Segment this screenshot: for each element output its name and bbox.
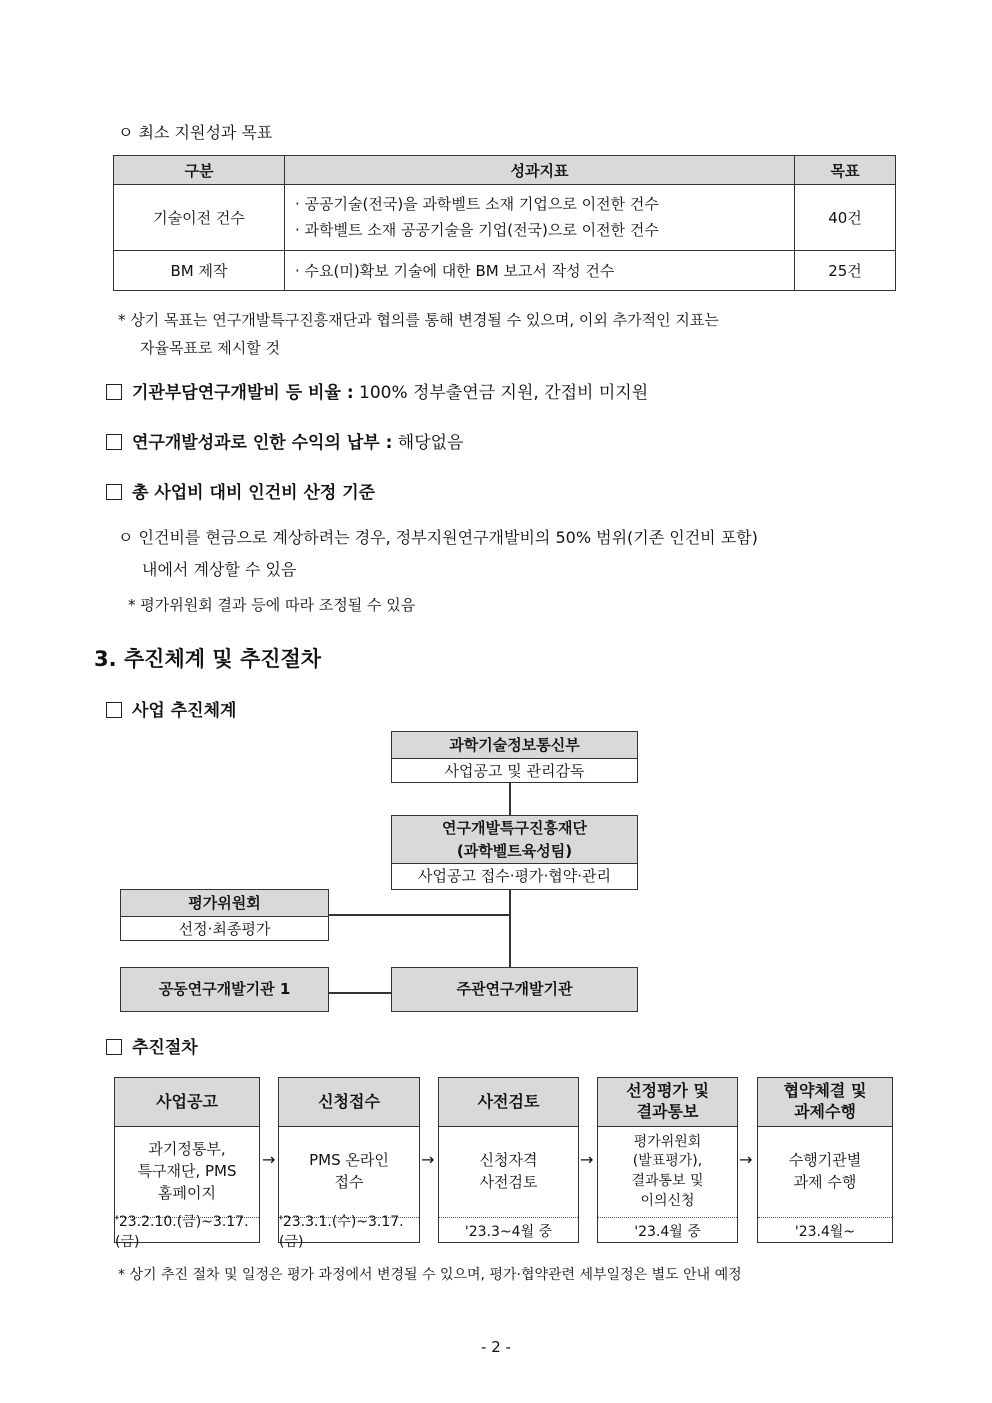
square-bullet-icon xyxy=(106,384,122,400)
org-heading-row xyxy=(106,696,236,721)
row-indicator: · 공공기술(전국)을 과학벨트 소재 기업으로 이전한 건수 xyxy=(295,195,659,213)
process-heading-row xyxy=(106,1033,198,1058)
item-revenue: 연구개발성과로 인한 수익의 납부 : 해당없음 xyxy=(106,428,463,453)
step-title: 사전검토 xyxy=(439,1078,578,1127)
org-committee-role: 선정·최종평가 xyxy=(178,920,271,938)
org-foundation-team: (과학벨트육성팀) xyxy=(456,842,573,860)
process-step-evaluation xyxy=(597,1077,738,1243)
org-ministry-title: 과학기술정보통신부 xyxy=(392,732,637,759)
square-bullet-icon xyxy=(106,434,122,450)
col-header-target: 목표 xyxy=(795,156,896,185)
row-indicator: · 과학벨트 소재 공공기술을 기업(전국)으로 이전한 건수 xyxy=(295,220,659,239)
org-committee-title: 평가위원회 xyxy=(121,890,328,917)
connector-line xyxy=(328,914,510,916)
square-bullet-icon xyxy=(106,702,122,718)
step-title: 사업공고 xyxy=(115,1078,259,1127)
row-target: 25건 xyxy=(795,251,896,291)
org-foundation-role: 사업공고 접수·평가·협약·관리 xyxy=(418,867,611,885)
process-heading: 추진절차 xyxy=(132,1038,198,1058)
step-title: 협약체결 및 과제수행 xyxy=(758,1078,892,1127)
org-foundation-title: 연구개발특구진흥재단 xyxy=(442,819,587,837)
page-number: - 2 - xyxy=(481,1338,511,1356)
step-title: 신청접수 xyxy=(279,1078,419,1127)
square-bullet-icon xyxy=(106,484,122,500)
step-date: '23.4월~ xyxy=(794,1223,856,1240)
row-target: 40건 xyxy=(795,185,896,251)
goal-heading: ㅇ 최소 지원성과 목표 xyxy=(118,123,273,142)
connector-line xyxy=(509,782,511,816)
arrow-right-icon: → xyxy=(421,1150,435,1169)
row-category: 기술이전 건수 xyxy=(114,185,285,251)
org-foundation xyxy=(391,815,638,890)
col-header-indicator: 성과지표 xyxy=(285,156,795,185)
row-category: BM 제작 xyxy=(114,251,285,291)
process-step-contract xyxy=(757,1077,893,1243)
arrow-right-icon: → xyxy=(262,1150,276,1169)
step-body: 과기정통부, 특구재단, PMS 홈페이지 xyxy=(115,1127,259,1218)
step-body: 신청자격 사전검토 xyxy=(439,1127,578,1218)
org-heading: 사업 추진체계 xyxy=(132,701,237,721)
labor-line1: ㅇ 인건비를 현금으로 계상하려는 경우, 정부지원연구개발비의 50% 범위(기존 인건비 포함) xyxy=(118,528,758,547)
process-step-review xyxy=(438,1077,579,1243)
step-date: '23.4월 중 xyxy=(634,1223,701,1240)
org-co-institution: 공동연구개발기관 1 xyxy=(120,967,329,1012)
org-ministry xyxy=(391,731,638,783)
step-title: 선정평가 및 결과통보 xyxy=(598,1078,737,1127)
item-labor-criteria: 총 사업비 대비 인건비 산정 기준 xyxy=(106,478,375,503)
goal-table xyxy=(113,155,896,291)
org-main-institution: 주관연구개발기관 xyxy=(391,967,638,1012)
connector-line xyxy=(509,889,511,967)
org-ministry-role: 사업공고 및 관리감독 xyxy=(444,762,585,780)
process-step-receipt xyxy=(278,1077,420,1250)
item-cost-ratio: 기관부담연구개발비 등 비율 : 100% 정부출연금 지원, 간접비 미지원 xyxy=(106,378,648,403)
labor-line2: 내에서 계상할 수 있음 xyxy=(142,560,297,579)
arrow-right-icon: → xyxy=(739,1150,753,1169)
step-body: 수행기관별 과제 수행 xyxy=(758,1127,892,1218)
labor-note: * 평가위원회 결과 등에 따라 조정될 수 있음 xyxy=(128,596,416,614)
step-date: '23.3.1.(수)~3.17.(금) xyxy=(279,1213,404,1250)
step-body: PMS 온라인 접수 xyxy=(279,1127,419,1218)
table-row xyxy=(114,251,896,291)
step-date: '23.3~4월 중 xyxy=(464,1223,553,1240)
goal-note-line1: * 상기 목표는 연구개발특구진흥재단과 협의를 통해 변경될 수 있으며, 이외 추가적인 지표는 xyxy=(118,311,719,329)
org-committee xyxy=(120,889,329,941)
step-date: '23.2.10.(금)~3.17.(금) xyxy=(115,1213,249,1250)
col-header-category: 구분 xyxy=(114,156,285,185)
section3-title: 3. 추진체계 및 추진절차 xyxy=(94,647,322,671)
step-body: 평가위원회 (발표평가), 결과통보 및 이의신청 xyxy=(598,1127,737,1218)
square-bullet-icon xyxy=(106,1039,122,1055)
goal-note-line2: 자율목표로 제시할 것 xyxy=(140,339,280,357)
process-step-announce xyxy=(114,1077,260,1250)
table-row xyxy=(114,185,896,251)
row-indicator: · 수요(미)확보 기술에 대한 BM 보고서 작성 건수 xyxy=(295,262,615,280)
process-note: * 상기 추진 절차 및 일정은 평가 과정에서 변경될 수 있으며, 평가·협약관련 세부일정은 별도 안내 예정 xyxy=(118,1267,742,1283)
connector-line xyxy=(328,992,392,994)
arrow-right-icon: → xyxy=(580,1150,594,1169)
